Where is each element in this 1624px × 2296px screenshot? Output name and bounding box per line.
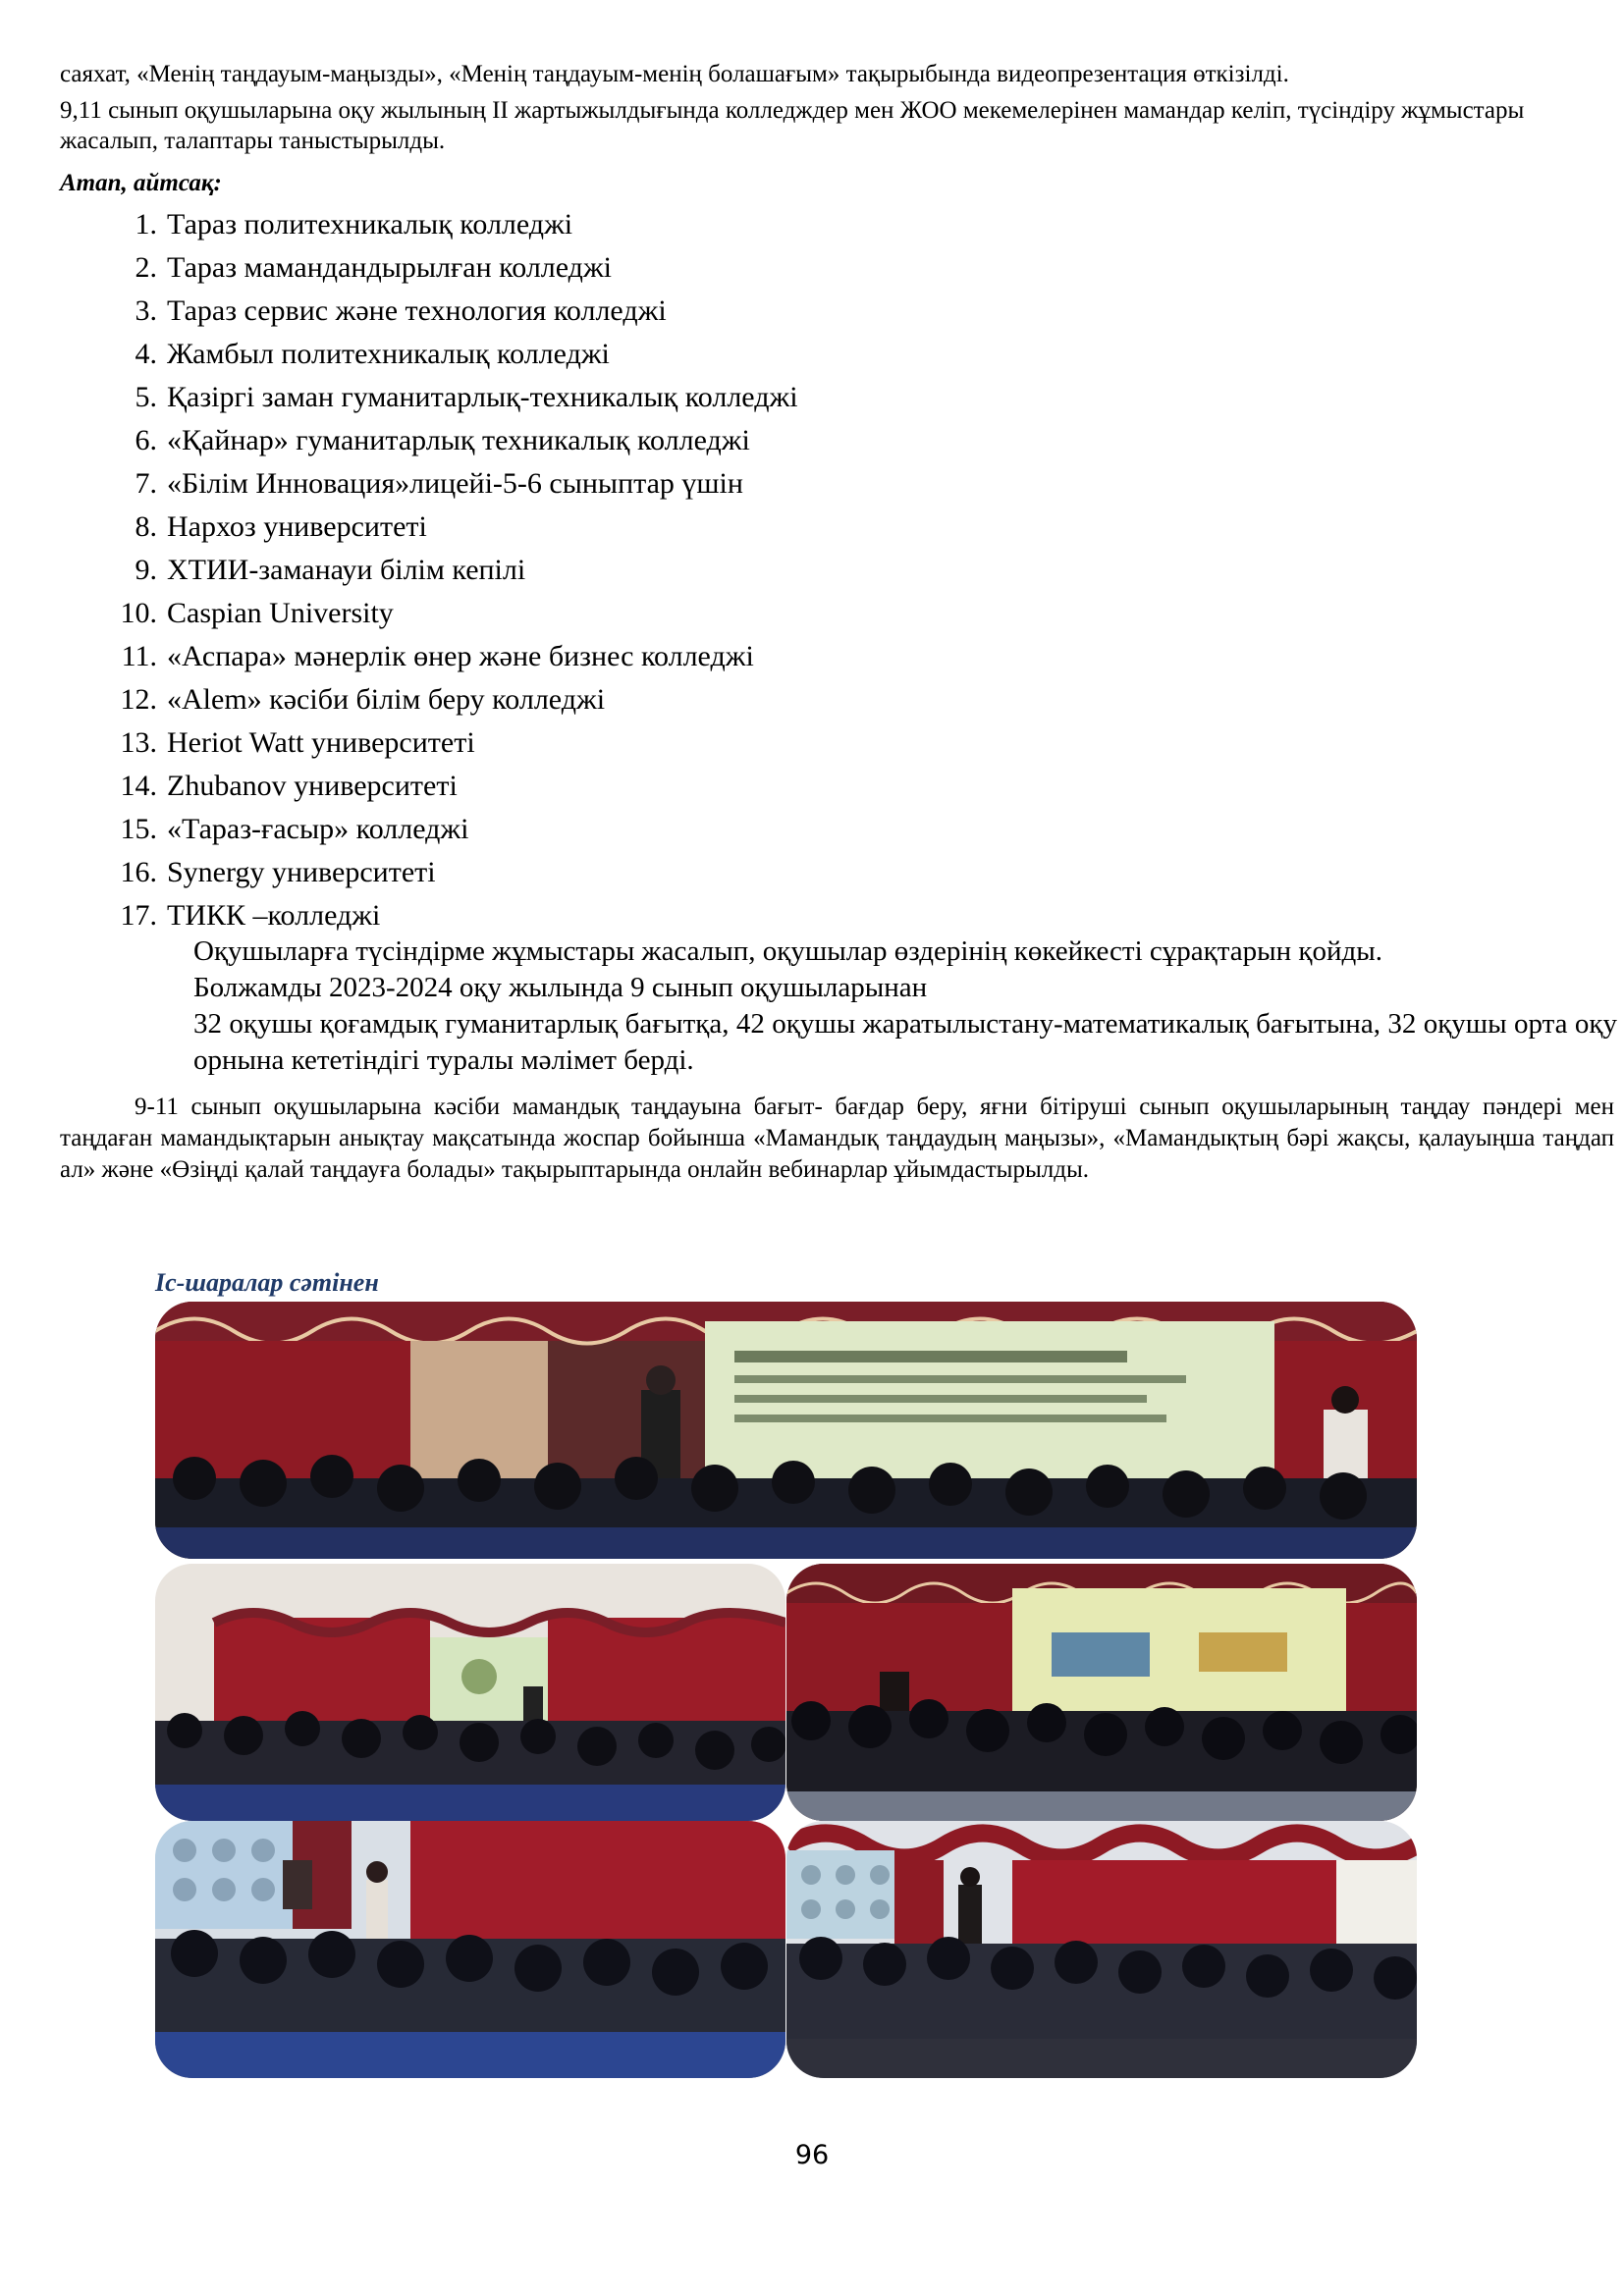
event-photo-3 bbox=[786, 1564, 1417, 1821]
list-item bbox=[98, 592, 798, 635]
list-item-number: 11. bbox=[121, 640, 157, 672]
list-item bbox=[98, 635, 798, 678]
list-item bbox=[98, 290, 798, 333]
list-item bbox=[98, 678, 798, 721]
list-item-number: 1. bbox=[135, 208, 157, 240]
list-item-number: 9. bbox=[135, 554, 157, 586]
list-item-number: 3. bbox=[135, 294, 157, 327]
list-item bbox=[98, 246, 798, 290]
event-photo-2 bbox=[155, 1564, 785, 1821]
list-item-number: 13. bbox=[120, 726, 157, 759]
list-item-name: Synergy университеті bbox=[167, 856, 436, 888]
list-item bbox=[98, 765, 798, 808]
list-item-number: 14. bbox=[120, 770, 157, 802]
list-item-number: 16. bbox=[120, 856, 157, 888]
list-item-name: «Тараз-ғасыр» колледжі bbox=[167, 813, 469, 845]
list-item-name: Қазіргі заман гуманитарлық-техникалық колледжі bbox=[167, 381, 798, 413]
intro-paragraph: 9,11 сынып оқушыларына оқу жылының ІІ жартыжылдығында колледждер мен ЖОО мекемелерінен мамандар келіп, түсіндіру жұмыстары жасалып, талаптары таныстырылды. bbox=[60, 97, 1525, 154]
page-number: 96 bbox=[794, 2140, 830, 2170]
institution-list bbox=[98, 203, 798, 937]
event-photo-1 bbox=[155, 1302, 1417, 1559]
list-item-number: 12. bbox=[120, 683, 157, 716]
list-item bbox=[98, 851, 798, 894]
list-item bbox=[98, 894, 798, 937]
list-item-name: «Аспара» мәнерлік өнер және бизнес колледжі bbox=[167, 640, 754, 672]
list-subheading: Атап, айтсақ: bbox=[60, 170, 222, 196]
list-item-name: ХТИИ-заманауи білім кепілі bbox=[167, 554, 526, 586]
list-item bbox=[98, 376, 798, 419]
list-item bbox=[98, 419, 798, 462]
list-item-name: «Білім Инновация»лицейі-5-6 сыныптар үшін bbox=[167, 467, 743, 500]
list-item-number: 2. bbox=[135, 251, 157, 284]
list-item-number: 5. bbox=[135, 381, 157, 413]
list-item bbox=[98, 506, 798, 549]
list-item bbox=[98, 549, 798, 592]
list-item-name: «Alem» кәсіби білім беру колледжі bbox=[167, 683, 606, 716]
explanation-line-3: 32 оқушы қоғамдық гуманитарлық бағытқа, 42 оқушы жаратылыстану-математикалық бағытына, 32 оқушы орта оқу орнына кететіндігі туралы мәлімет берді. bbox=[193, 1008, 1617, 1076]
list-item bbox=[98, 808, 798, 851]
list-item-name: Heriot Watt университеті bbox=[167, 726, 475, 759]
list-item-name: Нархоз университеті bbox=[167, 510, 427, 543]
list-item-name: Caspian University bbox=[167, 597, 394, 629]
list-item-number: 6. bbox=[135, 424, 157, 456]
list-item-name: Zhubanov университеті bbox=[167, 770, 458, 802]
list-item-name: Тараз политехникалық колледжі bbox=[167, 208, 573, 240]
list-item-number: 15. bbox=[120, 813, 157, 845]
list-item-number: 8. bbox=[135, 510, 157, 543]
list-item bbox=[98, 203, 798, 246]
list-item-number: 17. bbox=[120, 899, 157, 932]
list-item-name: Жамбыл политехникалық колледжі bbox=[167, 338, 610, 370]
explanation-line-1: Оқушыларға түсіндірме жұмыстары жасалып, оқушылар өздерінің көкейкесті сұрақтарын қойды. bbox=[193, 935, 1382, 967]
explanation-line-2: Болжамды 2023-2024 оқу жылында 9 сынып оқушыларынан bbox=[193, 972, 928, 1003]
list-item-number: 7. bbox=[135, 467, 157, 500]
list-item-number: 10. bbox=[120, 597, 157, 629]
list-item-number: 4. bbox=[135, 338, 157, 370]
webinar-paragraph: 9-11 сынып оқушыларына кәсіби мамандық таңдауына бағыт- бағдар беру, яғни бітіруші сынып оқушыларының таңдау пәндері мен таңдаған мамандықтарын анықтау мақсатында жоспар бойынша «Мамандық таңдаудың маңызы», «Мамандықтың бәрі жақсы, қалауыңша таңдап ал» және «Өзіңді қалай таңдауға болады» тақырыптарында онлайн вебинарлар ұйымдастырылды. bbox=[60, 1094, 1614, 1183]
photo-caption: Іс-шаралар сәтінен bbox=[155, 1268, 379, 1297]
list-item-name: «Қайнар» гуманитарлық техникалық колледжі bbox=[167, 424, 750, 456]
list-item bbox=[98, 462, 798, 506]
list-item bbox=[98, 721, 798, 765]
list-item-name: ТИКК –колледжі bbox=[167, 899, 381, 932]
event-photo-5 bbox=[786, 1821, 1417, 2078]
intro-line: саяхат, «Менің таңдауым-маңызды», «Менің таңдауым-менің болашағым» тақырыбында видеопрезентация өткізілді. bbox=[60, 61, 1289, 87]
list-item bbox=[98, 333, 798, 376]
list-item-name: Тараз мамандандырылған колледжі bbox=[167, 251, 613, 284]
event-photo-4 bbox=[155, 1821, 785, 2078]
list-item-name: Тараз сервис және технология колледжі bbox=[167, 294, 667, 327]
